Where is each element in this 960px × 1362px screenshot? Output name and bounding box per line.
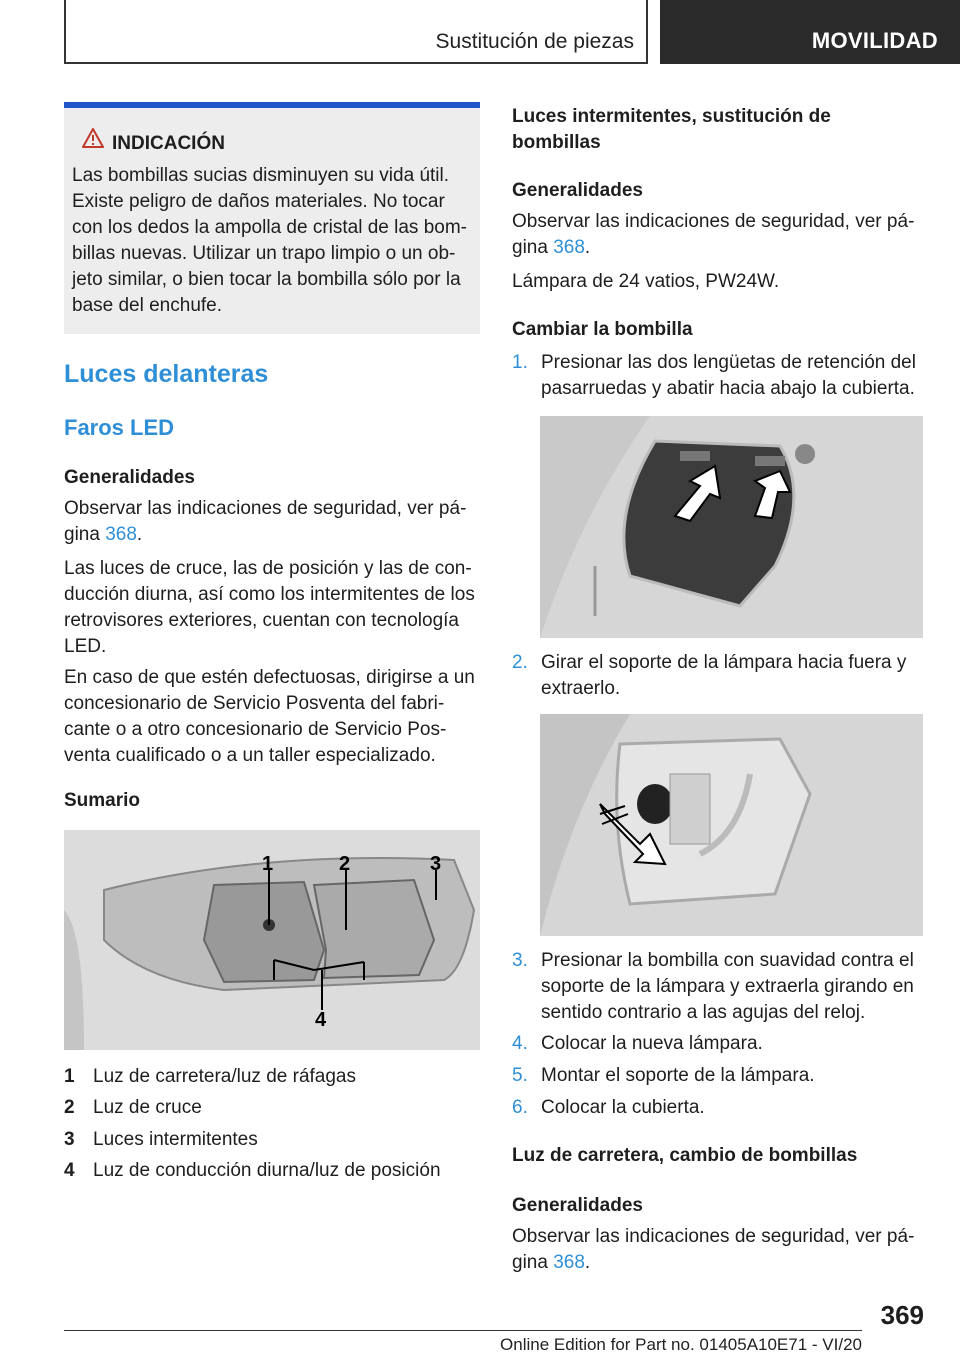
heading-generalidades: Generalidades <box>64 467 195 488</box>
heading-luces-delanteras: Luces delanteras <box>64 360 269 388</box>
step-2: 2. Girar el soporte de la lámpara hacia fuera y extraerlo. <box>512 652 907 699</box>
footer-rule <box>64 1330 862 1331</box>
section-title: Sustitución de piezas <box>435 30 634 53</box>
callout-2: 2 <box>339 853 351 875</box>
heading-luz-carretera: Luz de carretera, cambio de bombillas <box>512 1145 858 1166</box>
callout-3: 3 <box>430 853 442 875</box>
callout-4: 4 <box>315 1009 327 1031</box>
heading-generalidades-right: Generalidades <box>512 180 643 201</box>
general-paragraph-right: Observar las indicaciones de seguridad, ver página 368. <box>512 211 915 258</box>
page-number: 369 <box>880 1300 924 1330</box>
heading-generalidades-carretera: Generalidades <box>512 1195 643 1216</box>
heading-sumario: Sumario <box>64 790 141 811</box>
general-paragraph: Observar las indicaciones de seguridad, ver página 368. <box>64 498 467 545</box>
page-link[interactable]: 368 <box>105 524 137 545</box>
led-paragraph: Las luces de cruce, las de posición y las de conducción diurna, así como los intermitentes de los retrovisores exteriores, cuentan con tecnología LED. <box>64 558 475 657</box>
footer-edition: Online Edition for Part no. 01405A10E71 - VI/20 <box>500 1335 862 1354</box>
lamp-paragraph: Lámpara de 24 vatios, PW24W. <box>512 271 780 292</box>
step1-figure <box>540 416 923 638</box>
page-link-high-beam[interactable]: 368 <box>553 1252 585 1273</box>
high-beam-paragraph: Observar las indicaciones de seguridad, ver página 368. <box>512 1226 915 1273</box>
page-link-right[interactable]: 368 <box>553 237 585 258</box>
warning-text: Las bombillas sucias disminuyen su vida útil. Existe peligro de daños materiales. No tocar con los dedos la ampolla de cristal de las bombillas nuevas. Utilizar un trapo limpio o un objeto similar, o bien tocar la bombilla sólo por la base del enchufe. <box>72 165 467 316</box>
chapter-tab-label: MOVILIDAD <box>811 28 938 53</box>
step-3: 3. Presionar la bombilla con suavidad contra el soporte de la lámpara y extraerla girando en sentido contrario a las agujas del reloj. <box>512 950 914 1023</box>
warning-triangle-icon <box>82 128 104 148</box>
heading-cambiar-bombilla: Cambiar la bombilla <box>512 319 693 340</box>
heading-intermitentes: Luces intermitentes, sustitución de bombillas <box>512 106 831 153</box>
step-1: 1. Presionar las dos lengüetas de retención del pasarruedas y abatir hacia abajo la cubierta. <box>512 352 916 399</box>
step-4: 4. Colocar la nueva lámpara. <box>512 1033 763 1054</box>
warning-title: INDICACIÓN <box>112 133 225 154</box>
headlight-figure <box>64 830 480 1050</box>
service-paragraph: En caso de que estén defectuosas, dirigirse a un concesionario de Servicio Posventa del fabricante o a otro concesionario de Servicio Posventa cualificado o a un taller especializado. <box>64 667 475 766</box>
step2-figure <box>540 714 923 936</box>
heading-faros-led: Faros LED <box>64 415 175 440</box>
step-5: 5. Montar el soporte de la lámpara. <box>512 1065 815 1086</box>
step-6: 6. Colocar la cubierta. <box>512 1097 705 1118</box>
callout-1: 1 <box>262 853 274 875</box>
